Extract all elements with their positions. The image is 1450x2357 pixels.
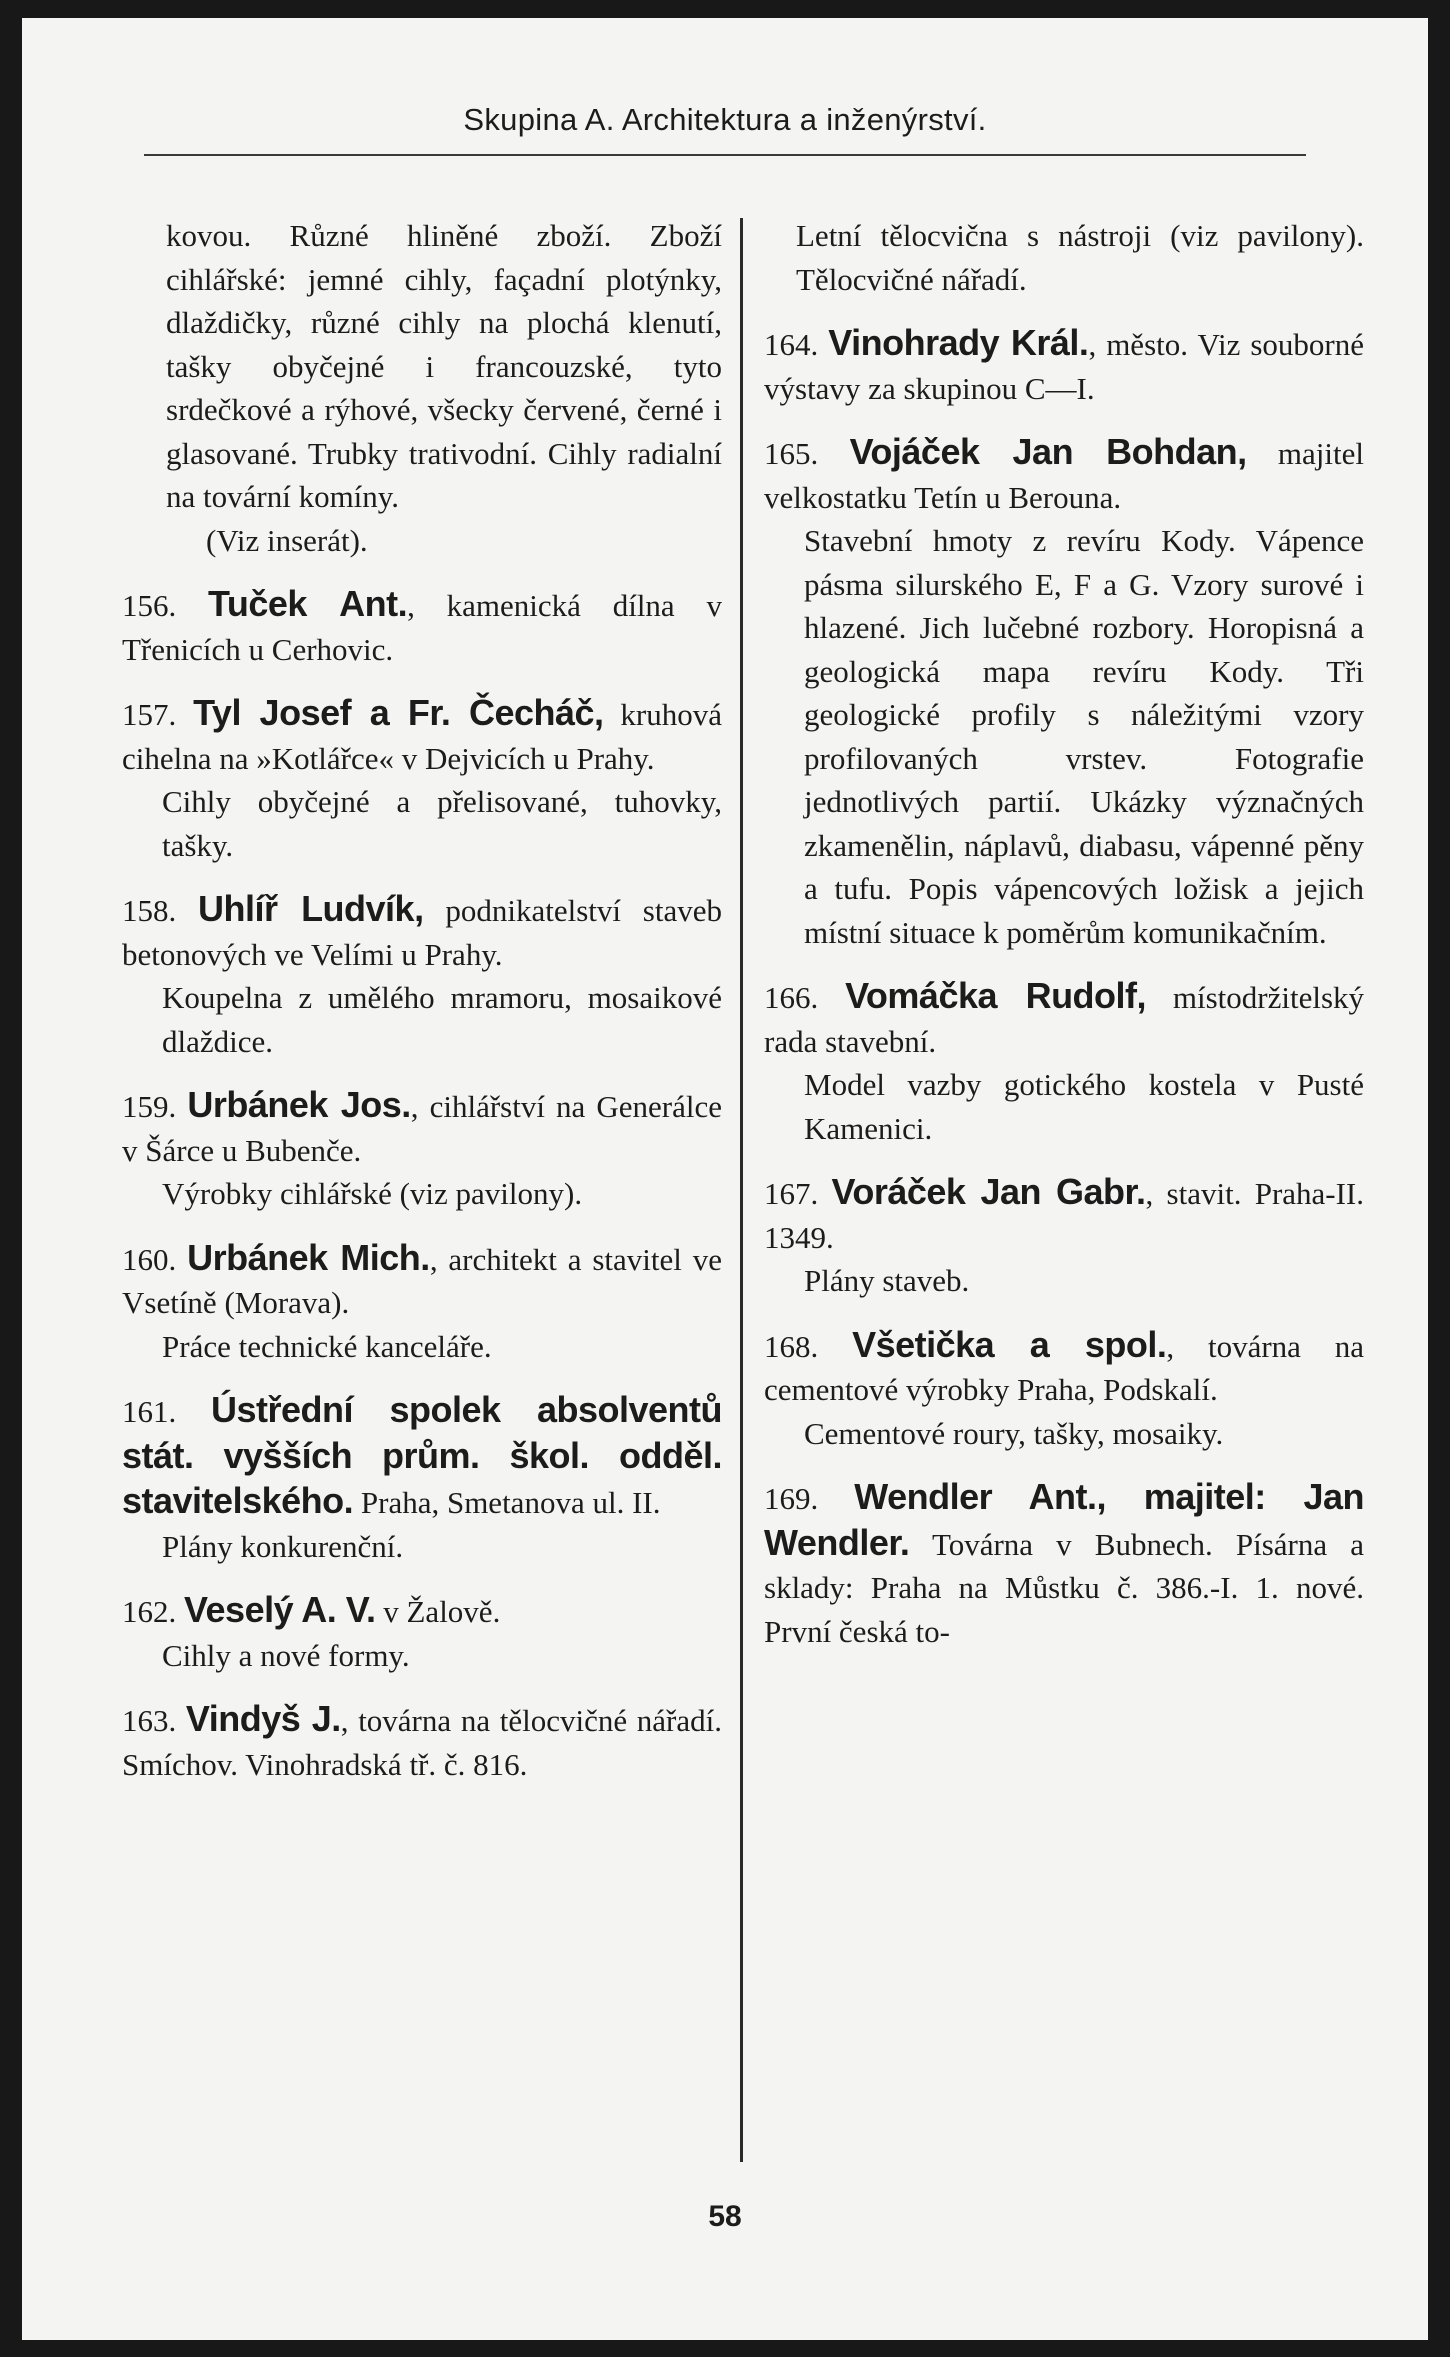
exhibitor-name: Vinohrady Král. — [828, 322, 1089, 363]
catalog-entry — [122, 691, 722, 780]
exhibitor-details: , továrna na cementové výrobky Praha, Podskalí. — [764, 1328, 1364, 1407]
exhibitor-details: , cihlářství na Generálce v Šárce u Bubenče. — [122, 1089, 722, 1168]
exhibitor-details: majitel velkostatku Tetín u Berouna. — [764, 436, 1364, 515]
entry-number: 163. — [122, 1703, 177, 1738]
catalog-entry — [764, 1323, 1364, 1412]
exhibitor-name: Urbánek Mich. — [187, 1236, 430, 1278]
exhibitor-details: Praha, Smetanova ul. II. — [353, 1485, 661, 1520]
exhibitor-name: Všetička a spol. — [852, 1323, 1167, 1365]
entry-number: 161. — [122, 1394, 177, 1429]
continued-text-right: Letní tělocvična s nástroji (viz pavilony). Tělocvičné nářadí. — [796, 218, 1364, 297]
exhibitor-name: Ústřední spolek absolventů stát. vyšších prům. škol. odděl. stavitelského. — [122, 1389, 723, 1521]
entry-number: 168. — [764, 1328, 819, 1364]
exhibitor-details: , kamenická dílna v Třenicích u Cerhovic. — [122, 588, 722, 667]
exhibitor-details: , město. Viz souborné výstavy za skupinou C—I. — [764, 327, 1364, 406]
exhibitor-name: Vomáčka Rudolf, — [845, 975, 1147, 1016]
exhibitor-details: místodržitelský rada stavební. — [764, 980, 1365, 1059]
exhibitor-name: Vojáček Jan Bohdan, — [849, 431, 1247, 472]
catalog-entry — [122, 1236, 722, 1325]
exhibit-description: Práce technické kanceláře. — [162, 1328, 492, 1364]
exhibit-description: Výrobky cihlářské (viz pavilony). — [162, 1176, 583, 1211]
entry-number: 162. — [122, 1594, 177, 1629]
catalog-entry — [122, 1388, 722, 1525]
catalog-entry — [122, 1083, 722, 1172]
left-entries — [122, 582, 722, 1786]
exhibit-description: Cementové roury, tašky, mosaiky. — [804, 1415, 1224, 1451]
exhibitor-name: Uhlíř Ludvík, — [198, 888, 424, 929]
catalog-entry — [764, 1475, 1364, 1653]
exhibitor-name: Tuček Ant. — [208, 583, 408, 624]
exhibit-description: Koupelna z umělého mramoru, mosaikové dlaždice. — [162, 980, 722, 1059]
exhibitor-details: , továrna na tělocvičné nářadí. Smíchov. Vinohradská tř. č. 816. — [122, 1703, 722, 1782]
entry-number: 165. — [764, 436, 819, 471]
exhibit-description: Plány staveb. — [804, 1263, 970, 1298]
entry-number: 160. — [122, 1241, 177, 1277]
entry-number: 156. — [122, 588, 177, 623]
entry-number: 167. — [764, 1176, 819, 1211]
document-page — [22, 18, 1428, 2340]
catalog-entry — [764, 430, 1364, 519]
header-rule — [144, 154, 1306, 156]
catalog-entry — [764, 321, 1364, 410]
catalog-entry — [122, 887, 722, 976]
continued-note: (Viz inserát). — [206, 522, 368, 558]
exhibit-description: Model vazby gotického kostela v Pusté Kamenici. — [804, 1067, 1364, 1146]
left-column — [122, 214, 722, 1786]
catalog-entry — [122, 1588, 722, 1634]
catalog-entry — [122, 1697, 722, 1786]
exhibitor-details: podnikatelství staveb betonových ve Velími u Prahy. — [122, 893, 722, 972]
entry-number: 159. — [122, 1089, 177, 1124]
exhibitor-name: Wendler Ant., majitel: Jan Wendler. — [764, 1476, 1364, 1563]
catalog-entry — [764, 974, 1364, 1063]
exhibitor-name: Veselý A. V. — [184, 1589, 376, 1630]
exhibit-description: Cihly a nové formy. — [162, 1637, 410, 1673]
exhibitor-details: , architekt a stavitel ve Vsetíně (Morava). — [122, 1241, 723, 1320]
column-divider — [740, 218, 743, 2162]
entry-number: 157. — [122, 697, 177, 732]
exhibitor-name: Tyl Josef a Fr. Čecháč, — [193, 692, 604, 733]
entry-number: 158. — [122, 893, 177, 928]
entry-number: 169. — [764, 1481, 819, 1516]
exhibitor-name: Voráček Jan Gabr. — [831, 1171, 1146, 1212]
exhibit-description: Plány konkurenční. — [162, 1528, 404, 1564]
exhibitor-details: Továrna v Bubnech. Písárna a sklady: Praha na Můstku č. 386.-I. 1. nové. První česká to- — [764, 1526, 1364, 1649]
exhibit-description: Cihly obyčejné a přelisované, tuhovky, tašky. — [162, 784, 722, 863]
entry-number: 164. — [764, 327, 819, 362]
exhibit-description: Stavební hmoty z revíru Kody. Vápence pásma silurského E, F a G. Vzory surové i hlazené. Jich lučebné rozbory. Horopisná a geologická mapa revíru Kody. Tři geologické profily s náležitými vzory profilovaných vrstev. Fotografie jednotlivých partií. Ukázky význačných zkamenělin, náplavů, diabasu, vápenné pěny a tufu. Popis vápencových ložisk a jejich místní situace k poměrům komunikačním. — [804, 523, 1364, 950]
exhibitor-name: Urbánek Jos. — [187, 1084, 411, 1125]
catalog-entry — [764, 1170, 1364, 1259]
page-number: 58 — [708, 2200, 742, 2233]
exhibitor-details: v Žalově. — [375, 1594, 501, 1629]
right-column — [764, 214, 1364, 1653]
exhibitor-details: kruhová cihelna na »Kotlářce« v Dejvicích u Prahy. — [122, 697, 722, 776]
exhibitor-details: , stavit. Praha-II. 1349. — [764, 1176, 1365, 1255]
catalog-entry — [122, 582, 722, 671]
running-header: Skupina A. Architektura a inženýrství. — [463, 102, 987, 137]
right-entries — [764, 321, 1364, 1653]
exhibitor-name: Vindyš J. — [185, 1698, 341, 1739]
entry-number: 166. — [764, 980, 819, 1015]
continued-text: kovou. Různé hliněné zboží. Zboží cihlářské: jemné cihly, façadní plotýnky, dlaždičky, různé cihly na plochá klenutí, tašky obyčejné i francouzské, tyto srdečkové a rýhové, všecky červené, černé i glasované. Trubky trativodní. Cihly radialní na tovární komíny. — [166, 218, 722, 514]
